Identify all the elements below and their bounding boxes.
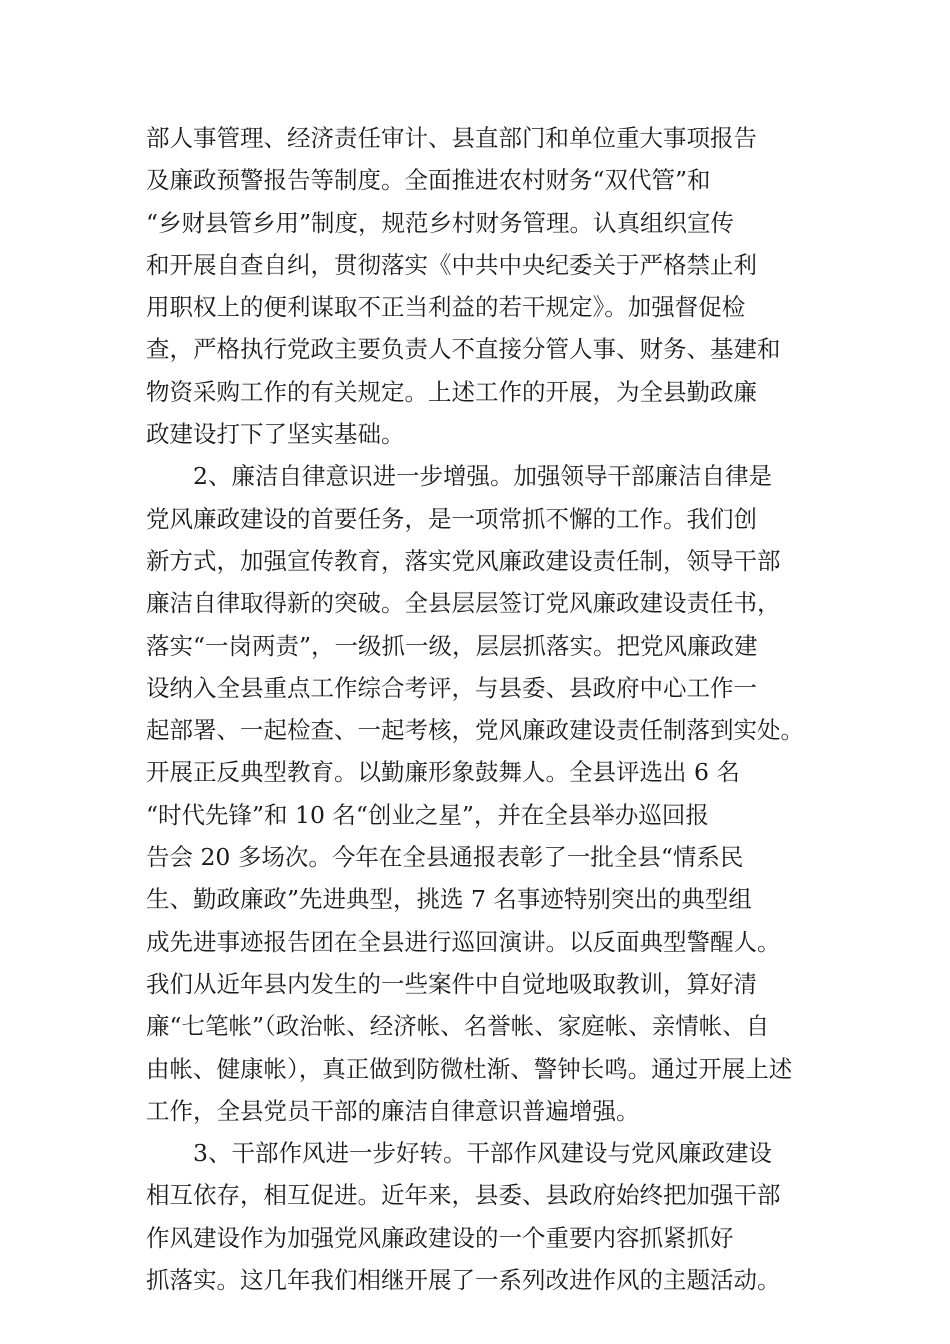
text-line: 作风建设作为加强党风廉政建设的一个重要内容抓紧抓好	[146, 1223, 734, 1252]
text-line: 新方式，加强宣传教育，落实党风廉政建设责任制，领导干部	[146, 546, 781, 575]
text-line: 物资采购工作的有关规定。上述工作的开展，为全县勤政廉	[146, 377, 757, 406]
text-line: 由帐、健康帐），真正做到防微杜渐、警钟长鸣。通过开展上述	[146, 1054, 793, 1083]
text-line: 廉洁自律取得新的突破。全县层层签订党风廉政建设责任书，	[146, 589, 781, 618]
text-line: 落实“一岗两责”，一级抓一级，层层抓落实。把党风廉政建	[146, 631, 758, 660]
text-line: 工作，全县党员干部的廉洁自律意识普遍增强。	[146, 1096, 640, 1125]
text-line: 查，严格执行党政主要负责人不直接分管人事、财务、基建和	[146, 335, 781, 364]
text-line: 政建设打下了坚实基础。	[146, 420, 405, 449]
text-line: “时代先锋”和 10 名“创业之星”，并在全县举办巡回报	[146, 800, 709, 829]
text-line: 和开展自查自纠，贯彻落实《中共中央纪委关于严格禁止利	[146, 250, 757, 279]
text-line: 党风廉政建设的首要任务，是一项常抓不懈的工作。我们创	[146, 504, 757, 533]
paragraph-first-line: 3、干部作风进一步好转。干部作风建设与党风廉政建设	[193, 1139, 772, 1168]
text-line: 部人事管理、经济责任审计、县直部门和单位重大事项报告	[146, 124, 757, 152]
text-line: 设纳入全县重点工作综合考评，与县委、县政府中心工作一	[146, 673, 757, 702]
text-line: 起部署、一起检查、一起考核，党风廉政建设责任制落到实处。	[146, 716, 804, 745]
text-line: 生、勤政廉政”先进典型，挑选 7 名事迹特别突出的典型组	[146, 885, 752, 914]
text-line: 及廉政预警报告等制度。全面推进农村财务“双代管”和	[146, 166, 711, 195]
document-body	[146, 117, 826, 1301]
paragraph-first-line: 2、廉洁自律意识进一步增强。加强领导干部廉洁自律是	[193, 462, 772, 491]
text-line: 成先进事迹报告团在全县进行巡回演讲。以反面典型警醒人。	[146, 927, 781, 956]
text-line: 开展正反典型教育。以勤廉形象鼓舞人。全县评选出 6 名	[146, 758, 740, 787]
text-line: “乡财县管乡用”制度，规范乡村财务管理。认真组织宣传	[146, 208, 735, 237]
text-line: 我们从近年县内发生的一些案件中自觉地吸取教训，算好清	[146, 969, 757, 998]
text-line: 告会 20 多场次。今年在全县通报表彰了一批全县“情系民	[146, 843, 744, 872]
text-line: 抓落实。这几年我们相继开展了一系列改进作风的主题活动。	[146, 1266, 781, 1295]
text-line: 廉“七笔帐”（政治帐、经济帐、名誉帐、家庭帐、亲情帐、自	[146, 1012, 770, 1041]
text-line: 用职权上的便利谋取不正当利益的若干规定》。加强督促检	[146, 293, 746, 322]
text-line: 相互依存，相互促进。近年来，县委、县政府始终把加强干部	[146, 1181, 781, 1210]
